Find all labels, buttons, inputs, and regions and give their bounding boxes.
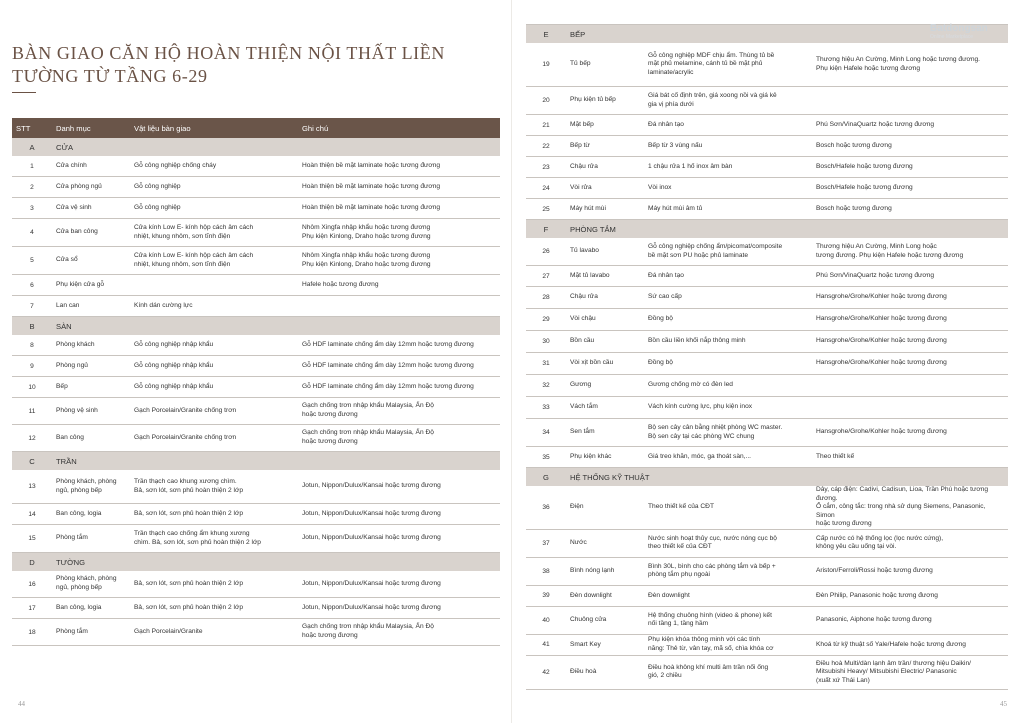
row-stt: 22 xyxy=(526,136,566,157)
row-note: Jotun, Nippon/Dulux/Kansai hoặc tương đương xyxy=(298,470,500,504)
section-header-row xyxy=(12,317,500,336)
table-row xyxy=(526,655,1008,689)
table-row xyxy=(526,266,1008,287)
table-row xyxy=(12,598,500,619)
row-stt: 5 xyxy=(12,247,52,275)
row-note: Thương hiệu An Cường, Minh Long hoặc tương đương. Phụ kiện Hafele hoặc tương đương xyxy=(812,238,1008,266)
row-note: Ariston/Ferroli/Rossi hoặc tương đương xyxy=(812,557,1008,585)
row-note: Hansgrohe/Grohe/Kohler hoặc tương đương xyxy=(812,331,1008,353)
row-category: Phòng khách, phòng ngủ, phòng bếp xyxy=(52,470,130,504)
row-stt: 26 xyxy=(526,238,566,266)
row-note: Đèn Philip, Panasonic hoặc tương đương xyxy=(812,585,1008,606)
page-number-left: 44 xyxy=(18,700,25,708)
handover-spec-table-right xyxy=(526,24,1008,690)
row-note: Hoàn thiện bề mặt laminate hoặc tương đương xyxy=(298,198,500,219)
row-stt: 13 xyxy=(12,470,52,504)
row-stt: 30 xyxy=(526,331,566,353)
table-row xyxy=(526,309,1008,331)
row-category: Sen tắm xyxy=(566,419,644,447)
row-note: Hansgrohe/Grohe/Kohler hoặc tương đương xyxy=(812,353,1008,375)
watermark-sub: Online Marketplace xyxy=(930,34,974,40)
section-name: BẾP xyxy=(566,25,1008,44)
column-header-category: Danh mục xyxy=(52,118,130,138)
row-stt: 18 xyxy=(12,619,52,646)
row-category: Vách tắm xyxy=(566,397,644,419)
table-row xyxy=(12,219,500,247)
row-category: Phụ kiện tủ bếp xyxy=(566,87,644,115)
table-row xyxy=(12,571,500,598)
row-category: Smart Key xyxy=(566,634,644,655)
row-note: Gạch chống trơn nhập khẩu Malaysia, Ấn Độ hoặc tương đương xyxy=(298,425,500,452)
row-stt: 33 xyxy=(526,397,566,419)
row-category: Cửa phòng ngủ xyxy=(52,177,130,198)
table-row xyxy=(526,375,1008,397)
table-row xyxy=(526,43,1008,87)
section-name: HỆ THỐNG KỸ THUẬT xyxy=(566,468,1008,487)
row-category: Ban công, logia xyxy=(52,598,130,619)
table-row xyxy=(12,425,500,452)
row-category: Gương xyxy=(566,375,644,397)
table-row xyxy=(526,606,1008,634)
row-note: Phú Sơn/VinaQuartz hoặc tương đương xyxy=(812,266,1008,287)
row-stt: 19 xyxy=(526,43,566,87)
row-material: Gỗ công nghiệp nhập khẩu xyxy=(130,377,298,398)
row-category: Cửa vệ sinh xyxy=(52,198,130,219)
row-note xyxy=(812,375,1008,397)
row-material: Bộ sen cây cân bằng nhiệt phòng WC master. Bộ sen cây tại các phòng WC chung xyxy=(644,419,812,447)
row-note: Jotun, Nippon/Dulux/Kansai hoặc tương đương xyxy=(298,525,500,553)
table-row xyxy=(12,377,500,398)
table-row xyxy=(526,447,1008,468)
row-stt: 4 xyxy=(12,219,52,247)
row-note: Thương hiệu An Cường, Minh Long hoặc tương đương. Phụ kiện Hafele hoặc tương đương xyxy=(812,43,1008,87)
row-stt: 37 xyxy=(526,529,566,557)
row-category: Tủ bếp xyxy=(566,43,644,87)
row-material: Bả, sơn lót, sơn phủ hoàn thiện 2 lớp xyxy=(130,504,298,525)
row-material xyxy=(130,275,298,296)
table-row xyxy=(526,331,1008,353)
table-row xyxy=(12,247,500,275)
row-category: Bồn cầu xyxy=(566,331,644,353)
row-category: Phụ kiện cửa gỗ xyxy=(52,275,130,296)
row-note: Gỗ HDF laminate chống ẩm dày 12mm hoặc tương đương xyxy=(298,356,500,377)
column-header-note: Ghi chú xyxy=(298,118,500,138)
row-category: Chậu rửa xyxy=(566,287,644,309)
row-material: Vách kính cường lực, phụ kiện inox xyxy=(644,397,812,419)
row-category: Điều hoà xyxy=(566,655,644,689)
table-header-row xyxy=(12,118,500,138)
row-note: Nhôm Xingfa nhập khẩu hoặc tương đương Phụ kiện Kinlong, Draho hoặc tương đương xyxy=(298,219,500,247)
row-category: Ban công xyxy=(52,425,130,452)
row-category: Phụ kiện khác xyxy=(566,447,644,468)
row-category: Phòng vệ sinh xyxy=(52,398,130,425)
row-material: Đồng bộ xyxy=(644,353,812,375)
section-header-row xyxy=(526,468,1008,487)
watermark-logo xyxy=(930,24,1010,42)
table-row xyxy=(12,335,500,356)
row-material: Theo thiết kế của CĐT xyxy=(644,486,812,529)
row-material: Phụ kiện khóa thông minh với các tính năng: Thẻ từ, vân tay, mã số, chìa khóa cơ xyxy=(644,634,812,655)
row-note: Jotun, Nippon/Dulux/Kansai hoặc tương đương xyxy=(298,598,500,619)
row-category: Vòi chậu xyxy=(566,309,644,331)
row-note: Theo thiết kế xyxy=(812,447,1008,468)
row-stt: 34 xyxy=(526,419,566,447)
table-row xyxy=(526,486,1008,529)
table-row xyxy=(526,585,1008,606)
column-header-stt: STT xyxy=(12,118,52,138)
row-category: Vòi xịt bồn cầu xyxy=(566,353,644,375)
row-stt: 15 xyxy=(12,525,52,553)
section-code: A xyxy=(12,138,52,156)
row-note: Hoàn thiện bề mặt laminate hoặc tương đương xyxy=(298,156,500,177)
table-row xyxy=(526,634,1008,655)
row-stt: 41 xyxy=(526,634,566,655)
row-category: Máy hút mùi xyxy=(566,199,644,220)
table-row xyxy=(526,529,1008,557)
row-category: Nước xyxy=(566,529,644,557)
table-row xyxy=(526,287,1008,309)
row-stt: 17 xyxy=(12,598,52,619)
table-row xyxy=(12,198,500,219)
row-category: Điện xyxy=(566,486,644,529)
row-stt: 2 xyxy=(12,177,52,198)
row-material: Điều hoà không khí multi âm trần nối ống gió, 2 chiều xyxy=(644,655,812,689)
section-name: PHÒNG TẮM xyxy=(566,220,1008,239)
row-note: Jotun, Nippon/Dulux/Kansai hoặc tương đương xyxy=(298,571,500,598)
table-row xyxy=(526,178,1008,199)
table-row xyxy=(12,504,500,525)
row-note: Cấp nước có hệ thống lọc (lọc nước cứng), không yêu cầu uống tại vòi. xyxy=(812,529,1008,557)
table-row xyxy=(526,353,1008,375)
page-title: BÀN GIAO CĂN HỘ HOÀN THIỆN NỘI THẤT LIỀN TƯỜNG TỪ TẦNG 6-29 xyxy=(12,43,445,86)
row-stt: 11 xyxy=(12,398,52,425)
row-material: Sứ cao cấp xyxy=(644,287,812,309)
row-material: Gạch Porcelain/Granite xyxy=(130,619,298,646)
row-category: Bình nóng lạnh xyxy=(566,557,644,585)
row-material: Gương chống mờ có đèn led xyxy=(644,375,812,397)
row-note: Dây, cáp điện: Cadivi, Cadisun, Lioa, Trần Phú hoặc tương đương. Ổ cắm, công tắc: trong nhà sử dụng Siemens, Panasonic, Simon hoặc tương đương xyxy=(812,486,1008,529)
row-category: Ban công, logia xyxy=(52,504,130,525)
section-name: CỬA xyxy=(52,138,500,156)
row-material: Đá nhân tạo xyxy=(644,115,812,136)
table-row xyxy=(526,419,1008,447)
row-note: Hafele hoặc tương đương xyxy=(298,275,500,296)
table-row xyxy=(12,296,500,317)
row-stt: 10 xyxy=(12,377,52,398)
row-stt: 36 xyxy=(526,486,566,529)
row-stt: 39 xyxy=(526,585,566,606)
row-material: 1 chậu rửa 1 hố inox âm bàn xyxy=(644,157,812,178)
table-row xyxy=(526,238,1008,266)
row-note xyxy=(812,87,1008,115)
section-code: G xyxy=(526,468,566,487)
row-category: Phòng khách xyxy=(52,335,130,356)
row-note: Gỗ HDF laminate chống ẩm dày 12mm hoặc tương đương xyxy=(298,335,500,356)
section-header-row xyxy=(12,452,500,471)
table-row xyxy=(526,557,1008,585)
row-stt: 21 xyxy=(526,115,566,136)
row-material: Bả, sơn lót, sơn phủ hoàn thiện 2 lớp xyxy=(130,571,298,598)
row-category: Đèn downlight xyxy=(566,585,644,606)
table-row xyxy=(12,398,500,425)
row-material: Gạch Porcelain/Granite chống trơn xyxy=(130,425,298,452)
row-category: Mặt tủ lavabo xyxy=(566,266,644,287)
row-material: Trần thạch cao khung xương chìm. Bả, sơn lót, sơn phủ hoàn thiện 2 lớp xyxy=(130,470,298,504)
row-material: Vòi inox xyxy=(644,178,812,199)
row-note: Panasonic, Aiphone hoặc tương đương xyxy=(812,606,1008,634)
row-stt: 31 xyxy=(526,353,566,375)
row-category: Chậu rửa xyxy=(566,157,644,178)
row-stt: 24 xyxy=(526,178,566,199)
row-material: Hệ thống chuông hình (video & phone) kết nối tầng 1, tầng hầm xyxy=(644,606,812,634)
row-note: Gạch chống trơn nhập khẩu Malaysia, Ấn Độ hoặc tương đương xyxy=(298,398,500,425)
section-header-row xyxy=(526,220,1008,239)
row-note: Gạch chống trơn nhập khẩu Malaysia, Ấn Độ hoặc tương đương xyxy=(298,619,500,646)
section-name: TRẦN xyxy=(52,452,500,471)
table-row xyxy=(12,619,500,646)
row-material: Gạch Porcelain/Granite chống trơn xyxy=(130,398,298,425)
table-row xyxy=(12,156,500,177)
row-material: Bả, sơn lót, sơn phủ hoàn thiện 2 lớp xyxy=(130,598,298,619)
row-material: Gỗ công nghiệp xyxy=(130,198,298,219)
row-stt: 25 xyxy=(526,199,566,220)
table-row xyxy=(526,157,1008,178)
row-material: Gỗ công nghiệp chống ẩm/picomat/composite bề mặt sơn PU hoặc phủ laminate xyxy=(644,238,812,266)
handover-spec-table-left xyxy=(12,118,500,646)
row-category: Mặt bếp xyxy=(566,115,644,136)
row-material: Bếp từ 3 vùng nấu xyxy=(644,136,812,157)
row-note: Điều hoà Multi/dàn lạnh âm trần/ thương hiệu Daikin/ Mitsubishi Heavy/ Mitsubishi Electric/ Panasonic (xuất xứ Thái Lan) xyxy=(812,655,1008,689)
row-material: Gỗ công nghiệp chống cháy xyxy=(130,156,298,177)
row-note: Jotun, Nippon/Dulux/Kansai hoặc tương đương xyxy=(298,504,500,525)
row-material: Cửa kính Low E- kính hộp cách âm cách nhiệt, khung nhôm, sơn tĩnh điện xyxy=(130,219,298,247)
section-code: D xyxy=(12,553,52,572)
section-code: E xyxy=(526,25,566,44)
row-stt: 8 xyxy=(12,335,52,356)
row-material: Trần thạch cao chống ẩm khung xương chìm. Bả, sơn lót, sơn phủ hoàn thiện 2 lớp xyxy=(130,525,298,553)
row-note xyxy=(812,397,1008,419)
row-note: Phú Sơn/VinaQuartz hoặc tương đương xyxy=(812,115,1008,136)
row-note: Hansgrohe/Grohe/Kohler hoặc tương đương xyxy=(812,309,1008,331)
row-material: Đồng bộ xyxy=(644,309,812,331)
table-row xyxy=(12,177,500,198)
row-stt: 28 xyxy=(526,287,566,309)
row-material: Nước sinh hoạt thủy cục, nước nóng cục bộ theo thiết kế của CĐT xyxy=(644,529,812,557)
watermark-brand: Batdongsan xyxy=(930,23,988,34)
row-category: Bếp từ xyxy=(566,136,644,157)
row-material: Bồn cầu liền khối nắp thông minh xyxy=(644,331,812,353)
row-material: Giá treo khăn, móc, ga thoát sàn,... xyxy=(644,447,812,468)
row-material: Gỗ công nghiệp MDF chịu ẩm. Thùng tủ bề mặt phủ melamine, cánh tủ bề mặt phủ laminate/acrylic xyxy=(644,43,812,87)
table-row xyxy=(12,470,500,504)
table-row xyxy=(526,199,1008,220)
table-row xyxy=(12,525,500,553)
row-note: Hoàn thiện bề mặt laminate hoặc tương đương xyxy=(298,177,500,198)
row-stt: 40 xyxy=(526,606,566,634)
row-material: Cửa kính Low E- kính hộp cách âm cách nhiệt, khung nhôm, sơn tĩnh điện xyxy=(130,247,298,275)
row-stt: 14 xyxy=(12,504,52,525)
section-code: B xyxy=(12,317,52,336)
section-header-row xyxy=(12,138,500,156)
row-material: Bình 30L, bình cho các phòng tắm và bếp + phòng tắm phụ ngoài xyxy=(644,557,812,585)
row-note: Bosch hoặc tương đương xyxy=(812,199,1008,220)
row-material: Gỗ công nghiệp nhập khẩu xyxy=(130,335,298,356)
row-stt: 32 xyxy=(526,375,566,397)
row-category: Phòng khách, phòng ngủ, phòng bếp xyxy=(52,571,130,598)
table-row xyxy=(526,87,1008,115)
row-note: Bosch/Hafele hoặc tương đương xyxy=(812,178,1008,199)
row-note xyxy=(298,296,500,317)
row-material: Gỗ công nghiệp nhập khẩu xyxy=(130,356,298,377)
row-stt: 29 xyxy=(526,309,566,331)
section-name: SÀN xyxy=(52,317,500,336)
row-category: Lan can xyxy=(52,296,130,317)
row-note: Khoá từ kỹ thuật số Yale/Hafele hoặc tương đương xyxy=(812,634,1008,655)
row-stt: 16 xyxy=(12,571,52,598)
title-divider xyxy=(12,92,36,93)
section-name: TƯỜNG xyxy=(52,553,500,572)
row-category: Tủ lavabo xyxy=(566,238,644,266)
row-category: Bếp xyxy=(52,377,130,398)
table-row xyxy=(12,356,500,377)
page-number-right: 45 xyxy=(1000,700,1007,708)
row-note: Gỗ HDF laminate chống ẩm dày 12mm hoặc tương đương xyxy=(298,377,500,398)
section-header-row xyxy=(12,553,500,572)
row-note: Hansgrohe/Grohe/Kohler hoặc tương đương xyxy=(812,287,1008,309)
section-code: F xyxy=(526,220,566,239)
row-category: Cửa sổ xyxy=(52,247,130,275)
row-stt: 42 xyxy=(526,655,566,689)
table-row xyxy=(526,136,1008,157)
row-stt: 38 xyxy=(526,557,566,585)
row-category: Cửa ban công xyxy=(52,219,130,247)
row-category: Cửa chính xyxy=(52,156,130,177)
row-stt: 23 xyxy=(526,157,566,178)
row-stt: 3 xyxy=(12,198,52,219)
row-note: Bosch/Hafele hoặc tương đương xyxy=(812,157,1008,178)
table-row xyxy=(526,115,1008,136)
column-header-material: Vật liệu bàn giao xyxy=(130,118,298,138)
row-category: Chuông cửa xyxy=(566,606,644,634)
row-stt: 9 xyxy=(12,356,52,377)
row-category: Phòng ngủ xyxy=(52,356,130,377)
section-code: C xyxy=(12,452,52,471)
row-stt: 1 xyxy=(12,156,52,177)
row-category: Phòng tắm xyxy=(52,525,130,553)
row-material: Kính dán cường lực xyxy=(130,296,298,317)
row-stt: 35 xyxy=(526,447,566,468)
row-stt: 20 xyxy=(526,87,566,115)
row-note: Nhôm Xingfa nhập khẩu hoặc tương đương Phụ kiện Kinlong, Draho hoặc tương đương xyxy=(298,247,500,275)
table-row xyxy=(526,397,1008,419)
row-stt: 6 xyxy=(12,275,52,296)
row-material: Giá bát cố định trên, giá xoong nồi và giá kê gia vị phía dưới xyxy=(644,87,812,115)
row-category: Phòng tắm xyxy=(52,619,130,646)
row-category: Vòi rửa xyxy=(566,178,644,199)
row-note: Hansgrohe/Grohe/Kohler hoặc tương đương xyxy=(812,419,1008,447)
row-stt: 12 xyxy=(12,425,52,452)
row-stt: 7 xyxy=(12,296,52,317)
row-material: Gỗ công nghiệp xyxy=(130,177,298,198)
row-material: Đèn downlight xyxy=(644,585,812,606)
table-row xyxy=(12,275,500,296)
row-material: Đá nhân tạo xyxy=(644,266,812,287)
row-stt: 27 xyxy=(526,266,566,287)
row-note: Bosch hoặc tương đương xyxy=(812,136,1008,157)
row-material: Máy hút mùi âm tủ xyxy=(644,199,812,220)
